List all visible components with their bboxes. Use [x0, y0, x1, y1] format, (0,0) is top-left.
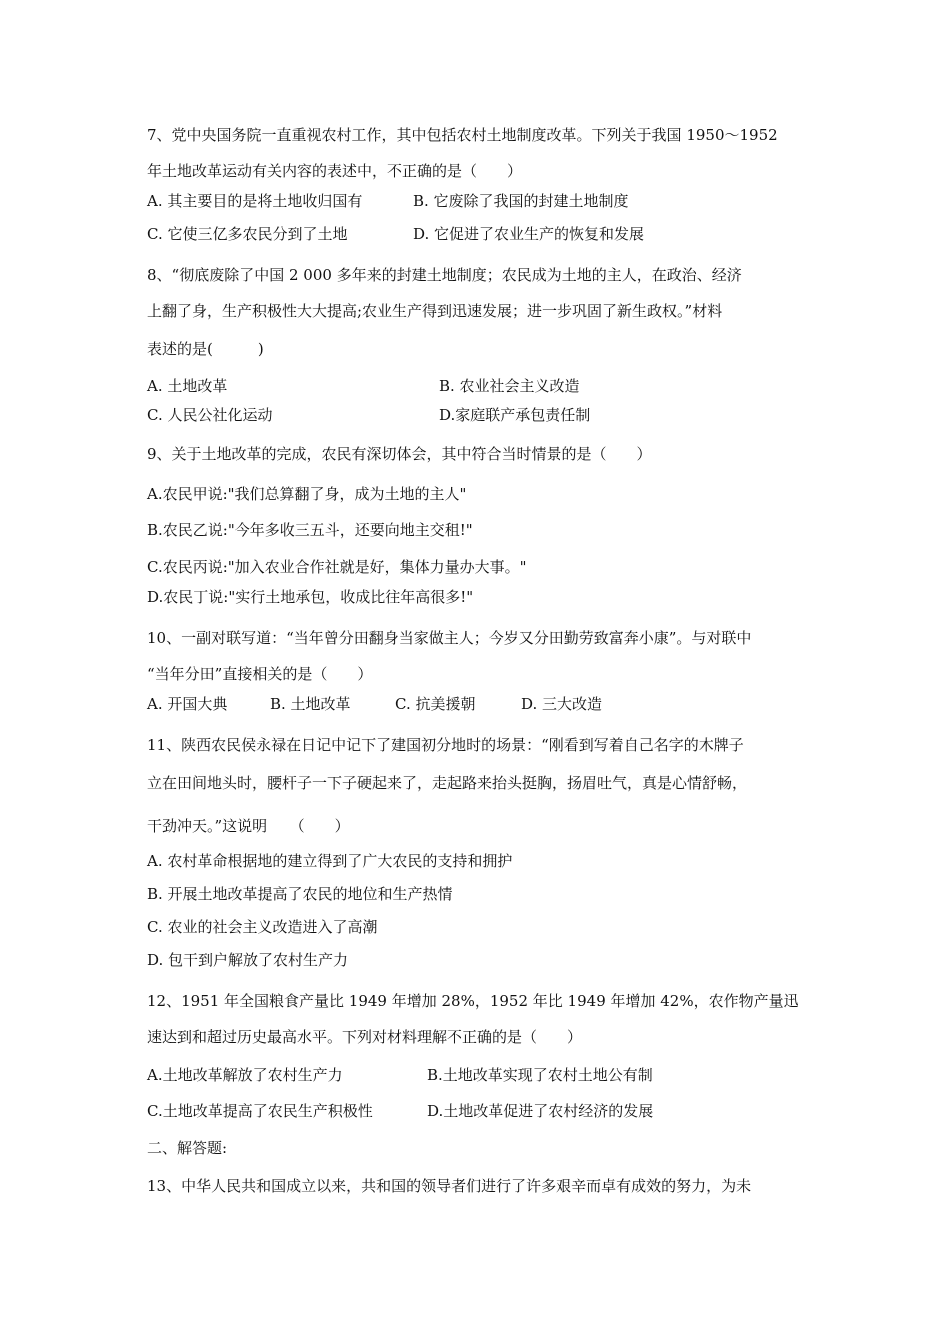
q8-stem-line1: 8、“彻底废除了中国 2 000 多年来的封建土地制度；农民成为土地的主人，在政治、经济 [147, 266, 742, 284]
q9-option-a: A.农民甲说:"我们总算翻了身，成为土地的主人" [147, 485, 467, 503]
q7-option-b: B. 它废除了我国的封建土地制度 [413, 192, 629, 210]
q12-stem-line1: 12、1951 年全国粮食产量比 1949 年增加 28%，1952 年比 1949 年增加 42%，农作物产量迅 [147, 992, 799, 1010]
q8-option-b: B. 农业社会主义改造 [439, 377, 580, 395]
q11-option-d: D. 包干到户解放了农村生产力 [147, 951, 349, 969]
q7-option-a: A. 其主要目的是将土地收归国有 [147, 192, 363, 210]
q8-option-c: C. 人民公社化运动 [147, 406, 273, 424]
q10-option-b: B. 土地改革 [270, 695, 351, 713]
q7-stem-line2: 年土地改革运动有关内容的表述中，不正确的是（ ） [147, 162, 523, 180]
q11-option-b: B. 开展土地改革提高了农民的地位和生产热情 [147, 885, 453, 903]
q7-option-c: C. 它使三亿多农民分到了土地 [147, 225, 348, 243]
q8-stem-line2: 上翻了身，生产积极性大大提高;农业生产得到迅速发展；进一步巩固了新生政权。”材料 [147, 302, 723, 320]
q11-stem-line2: 立在田间地头时，腰杆子一下子硬起来了，走起路来抬头挺胸，扬眉吐气，真是心情舒畅， [147, 774, 748, 792]
q9-option-b: B.农民乙说:"今年多收三五斗，还要向地主交租!" [147, 521, 473, 539]
q12-stem-line2: 速达到和超过历史最高水平。下列对材料理解不正确的是（ ） [147, 1028, 583, 1046]
q10-stem-line2: “当年分田”直接相关的是（ ） [147, 665, 373, 683]
q11-option-c: C. 农业的社会主义改造进入了高潮 [147, 918, 378, 936]
q7-stem-line1: 7、党中央国务院一直重视农村工作，其中包括农村土地制度改革。下列关于我国 1950～1952 [147, 126, 778, 144]
q10-option-a: A. 开国大典 [147, 695, 228, 713]
section-heading-answer-questions: 二、解答题: [147, 1139, 228, 1157]
q10-stem-line1: 10、一副对联写道：“当年曾分田翻身当家做主人；今岁又分田勤劳致富奔小康”。与对联中 [147, 629, 752, 647]
q8-option-d: D.家庭联产承包责任制 [439, 406, 591, 424]
q12-option-d: D.土地改革促进了农村经济的发展 [427, 1102, 654, 1120]
q11-stem-line3: 干劲冲天。”这说明 （ ） [147, 817, 350, 835]
q10-option-c: C. 抗美援朝 [395, 695, 476, 713]
q11-option-a: A. 农村革命根据地的建立得到了广大农民的支持和拥护 [147, 852, 513, 870]
q12-option-b: B.土地改革实现了农村土地公有制 [427, 1066, 653, 1084]
q13-stem-line1: 13、中华人民共和国成立以来，共和国的领导者们进行了许多艰辛而卓有成效的努力，为未 [147, 1177, 752, 1195]
q9-option-c: C.农民丙说:"加入农业合作社就是好，集体力量办大事。" [147, 558, 527, 576]
q12-option-c: C.土地改革提高了农民生产积极性 [147, 1102, 373, 1120]
q9-option-d: D.农民丁说:"实行土地承包，收成比往年高很多!" [147, 588, 474, 606]
q10-option-d: D. 三大改造 [521, 695, 603, 713]
q9-stem: 9、关于土地改革的完成，农民有深切体会，其中符合当时情景的是（ ） [147, 445, 652, 463]
q11-stem-line1: 11、陕西农民侯永禄在日记中记下了建国初分地时的场景：“刚看到写着自己名字的木牌子 [147, 736, 744, 754]
q8-stem-line3: 表述的是( ) [147, 340, 264, 358]
q7-option-d: D. 它促进了农业生产的恢复和发展 [413, 225, 645, 243]
q8-option-a: A. 土地改革 [147, 377, 228, 395]
q12-option-a: A.土地改革解放了农村生产力 [147, 1066, 343, 1084]
